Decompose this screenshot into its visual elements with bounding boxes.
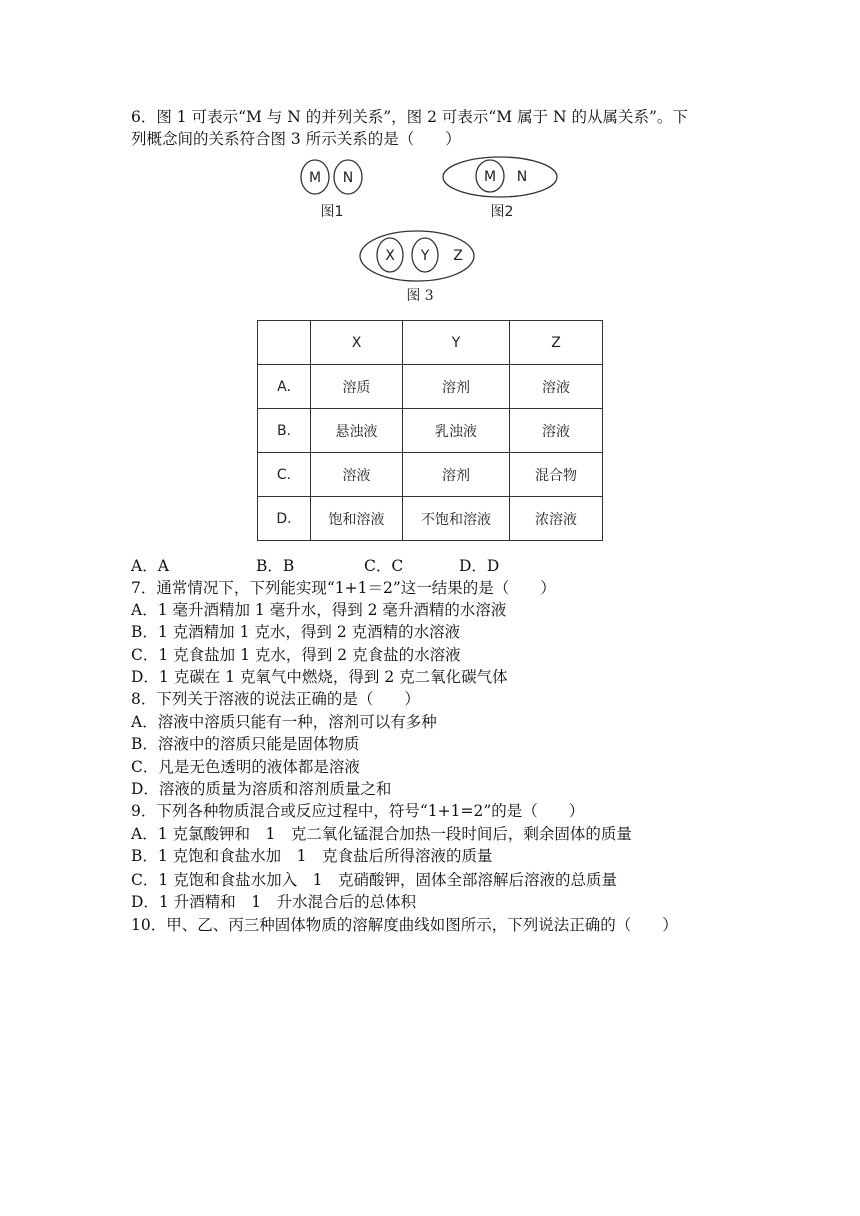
table-cell: A.	[258, 365, 311, 409]
table-cell: 溶剂	[403, 453, 510, 497]
q6-options-table	[257, 320, 603, 541]
table-cell: 混合物	[510, 453, 603, 497]
table-cell: 悬浊液	[311, 409, 403, 453]
q6-choice-d: D．D	[459, 557, 500, 575]
q6-choice-c: C．C	[364, 557, 404, 575]
table-cell	[258, 321, 311, 365]
table-cell: 溶剂	[403, 365, 510, 409]
table-header-z: Z	[510, 321, 603, 365]
figure-2	[440, 154, 562, 222]
q6-choice-b: B．B	[256, 557, 295, 575]
q9-option-b: B．1 克饱和食盐水加 1 克食盐后所得溶液的质量	[131, 847, 493, 865]
table-row	[258, 409, 603, 453]
table-cell: D.	[258, 497, 311, 541]
q6-choices	[131, 555, 499, 577]
q6-choice-a: A．A	[131, 557, 169, 575]
table-cell: 溶液	[311, 453, 403, 497]
fig2-caption: 图2	[490, 204, 514, 220]
q8-stem: 8．下列关于溶液的说法正确的是（ ）	[131, 690, 420, 708]
fig2-outer-ellipse-n	[443, 157, 557, 197]
table-cell: B.	[258, 409, 311, 453]
q8-option-a: A．溶液中溶质只能有一种，溶剂可以有多种	[131, 713, 437, 731]
table-cell: 溶液	[510, 409, 603, 453]
table-cell: 溶质	[311, 365, 403, 409]
table-header-row	[258, 321, 603, 365]
table-row	[258, 453, 603, 497]
table-header-x: X	[311, 321, 403, 365]
fig1-label-m: M	[308, 170, 322, 186]
q9-option-d: D．1 升酒精和 1 升水混合后的总体积	[131, 893, 417, 911]
fig3-caption: 图 3	[406, 288, 434, 304]
q8-option-c: C．凡是无色透明的液体都是溶液	[131, 758, 360, 776]
table-cell: C.	[258, 453, 311, 497]
q7-option-b: B．1 克酒精加 1 克水，得到 2 克酒精的水溶液	[131, 623, 461, 641]
figure-1	[295, 156, 370, 222]
fig3-label-y: Y	[420, 248, 430, 264]
q9-stem: 9．下列各种物质混合或反应过程中，符号“1+1=2”的是（ ）	[131, 802, 585, 820]
table-cell: 浓溶液	[510, 497, 603, 541]
fig2-label-m: M	[483, 169, 497, 185]
figure-3	[358, 228, 480, 304]
table-cell: 不饱和溶液	[403, 497, 510, 541]
q6-stem-line1: 6．图 1 可表示“M 与 N 的并列关系”，图 2 可表示“M 属于 N 的从属关系”。下	[131, 108, 688, 126]
q7-stem: 7．通常情况下，下列能实现“1+1＝2”这一结果的是（ ）	[131, 579, 556, 597]
q7-option-a: A．1 毫升酒精加 1 毫升水，得到 2 毫升酒精的水溶液	[131, 601, 507, 619]
fig2-label-n: N	[516, 169, 528, 185]
q8-option-d: D．溶液的质量为溶质和溶剂质量之和	[131, 780, 392, 798]
q9-option-c: C．1 克饱和食盐水加入 1 克硝酸钾，固体全部溶解后溶液的总质量	[131, 871, 618, 889]
q7-option-d: D．1 克碳在 1 克氧气中燃烧，得到 2 克二氧化碳气体	[131, 668, 508, 686]
q10-stem: 10．甲、乙、丙三种固体物质的溶解度曲线如图所示，下列说法正确的（ ）	[131, 916, 678, 934]
table-row	[258, 497, 603, 541]
q6-stem-line2: 列概念间的关系符合图 3 所示关系的是（ ）	[131, 130, 461, 148]
q7-option-c: C．1 克食盐加 1 克水，得到 2 克食盐的水溶液	[131, 646, 461, 664]
fig3-label-x: X	[385, 248, 395, 264]
table-cell: 溶液	[510, 365, 603, 409]
table-cell: 乳浊液	[403, 409, 510, 453]
fig3-label-z: Z	[453, 248, 463, 264]
q9-option-a: A．1 克氯酸钾和 1 克二氧化锰混合加热一段时间后，剩余固体的质量	[131, 825, 632, 843]
fig1-caption: 图1	[320, 204, 344, 220]
fig1-label-n: N	[342, 170, 354, 186]
table-cell: 饱和溶液	[311, 497, 403, 541]
table-row	[258, 365, 603, 409]
table-header-y: Y	[403, 321, 510, 365]
q8-option-b: B．溶液中的溶质只能是固体物质	[131, 735, 360, 753]
